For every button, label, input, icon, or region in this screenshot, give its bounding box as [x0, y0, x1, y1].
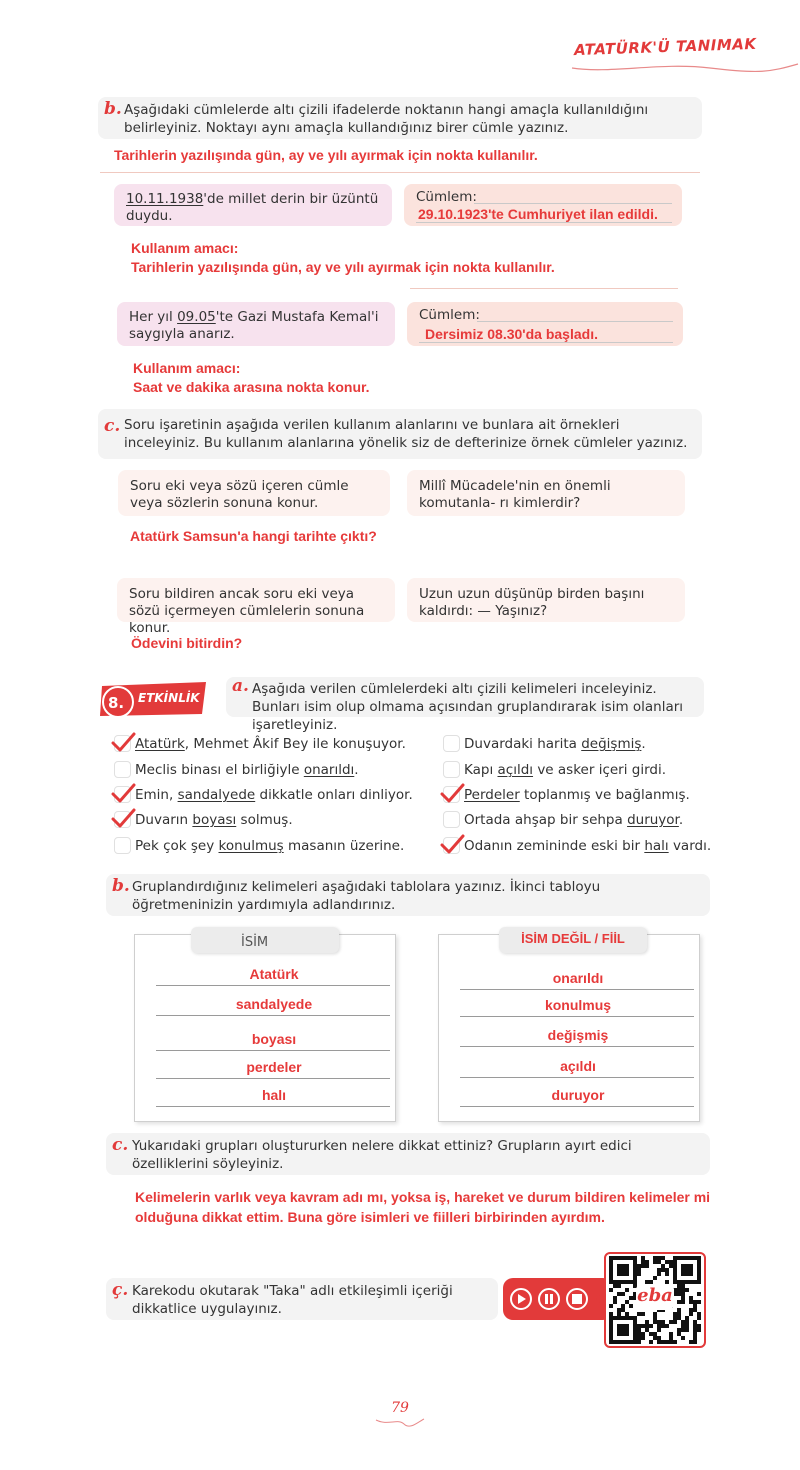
activity-a-instruction — [226, 676, 704, 733]
item-text: toplanmış ve bağlanmış. — [519, 787, 690, 803]
table-line — [156, 1050, 390, 1051]
example-2-box — [117, 302, 395, 346]
activity-c-letter: c. — [112, 1135, 129, 1155]
section-c-letter: c. — [104, 416, 121, 436]
table-word: onarıldı — [552, 970, 604, 986]
example-1-answer-box — [404, 184, 682, 226]
section-b-letter: b. — [104, 99, 122, 119]
usage-1-answer: Tarihlerin yazılışında gün, ay ve yılı ayırmak için nokta kullanılır. — [131, 259, 555, 275]
example-2-question: Uzun uzun düşünüp birden başını kaldırdı: — Yaşınız? — [419, 586, 645, 619]
example-1-question-box — [407, 470, 685, 516]
item-text: solmuş. — [236, 812, 293, 828]
checkmark-icon — [110, 807, 136, 829]
header-title: ATATÜRK'Ü TANIMAK — [573, 34, 757, 60]
item-underlined-word: Atatürk — [135, 736, 185, 752]
usage-label-2: Kullanım amacı: — [133, 360, 241, 376]
table-word: perdeler — [246, 1059, 302, 1075]
answer-line — [416, 222, 672, 223]
item-underlined-word: halı — [644, 838, 669, 854]
rule-1-text: Soru eki veya sözü içeren cümle veya sözlerin sonuna konur. — [130, 478, 349, 511]
checkmark-icon — [110, 782, 136, 804]
table-line — [156, 1078, 390, 1079]
activity-c-instruction — [106, 1133, 710, 1175]
activity-b-instruction — [106, 874, 710, 916]
right-list-item — [464, 734, 646, 754]
play-icon — [511, 1289, 531, 1309]
item-underlined-word: değişmiş — [581, 736, 642, 752]
activity-a-instruction-text: Aşağıda verilen cümlelerdeki altı çizili kelimeleri inceleyiniz. Bunları isim olup olmama açısından gruplandırarak isim olanları işaretleyiniz. — [252, 681, 684, 733]
table-line — [460, 1046, 694, 1047]
checkbox[interactable] — [443, 735, 460, 752]
checkmark-icon — [439, 782, 465, 804]
right-list-item — [464, 810, 683, 830]
usage-label-1: Kullanım amacı: — [131, 240, 239, 256]
cumlem-label: Cümlem: — [416, 189, 477, 205]
section-c-answer-1: Atatürk Samsun'a hangi tarihte çıktı? — [130, 528, 377, 544]
page-header — [560, 30, 800, 80]
section-c-answer-2: Ödevini bitirdin? — [131, 635, 243, 651]
example-1-question: Millî Mücadele'nin en önemli komutanla- rı kimlerdir? — [419, 478, 611, 511]
answer-line — [477, 321, 673, 322]
table-line — [156, 985, 390, 986]
table-word: Atatürk — [249, 966, 299, 982]
activity-badge — [98, 680, 210, 718]
rule-2-text: Soru bildiren ancak soru eki veya sözü içermeyen cümlelerin sonuna konur. — [129, 586, 365, 636]
left-list-item — [135, 785, 413, 805]
activity-label: ETKİNLİK — [138, 691, 200, 705]
checkmark-icon — [439, 833, 465, 855]
checkbox[interactable] — [114, 761, 131, 778]
item-text: . — [678, 812, 684, 828]
left-list-item — [135, 760, 359, 780]
left-list-item — [135, 734, 406, 754]
item-text: ve asker içeri girdi. — [533, 762, 667, 778]
table-isim-title: İSİM — [191, 927, 339, 953]
item-underlined-word: duruyor — [627, 812, 679, 828]
example-1-underlined: 10.11.1938 — [126, 191, 204, 207]
checkbox[interactable] — [443, 761, 460, 778]
right-list-item — [464, 760, 666, 780]
left-list-item — [135, 810, 293, 830]
item-text: Odanın zemininde eski bir — [464, 838, 645, 854]
answer-line — [474, 203, 672, 204]
item-text: masanın üzerine. — [283, 838, 405, 854]
rule-2-box — [117, 578, 395, 636]
section-b-instruction — [98, 97, 702, 139]
item-text: Duvarın — [135, 812, 193, 828]
example-2-answer-box — [407, 302, 683, 346]
qr-brand: eba — [636, 1284, 674, 1310]
table-fiil-title: İSİM DEĞİL / FİİL — [499, 927, 647, 953]
right-list-item — [464, 836, 711, 856]
item-underlined-word: açıldı — [497, 762, 534, 778]
section-c-instruction — [98, 409, 702, 459]
item-text: vardı. — [668, 838, 712, 854]
example-2-before: Her yıl — [129, 309, 178, 325]
example-1-box — [114, 184, 392, 226]
table-word: duruyor — [551, 1087, 605, 1103]
divider — [100, 172, 700, 173]
activity-number: 8. — [108, 694, 125, 712]
answer-line — [419, 342, 673, 343]
example-2-text: 'te Gazi Mustafa Kemal'i saygıyla anarız. — [129, 309, 379, 342]
item-underlined-word: onarıldı — [303, 762, 355, 778]
activity-c-answer: Kelimelerin varlık veya kavram adı mı, yoksa iş, hareket ve durum bildiren kelimeler mi olduğuna dikkat ettim. Buna göre isimleri ve fiilleri birbirinden ayırdım. — [135, 1189, 711, 1225]
table-word: açıldı — [560, 1058, 596, 1074]
item-text: Ortada ahşap bir sehpa — [464, 812, 628, 828]
pause-icon — [539, 1289, 559, 1309]
divider — [410, 288, 678, 289]
usage-2-answer: Saat ve dakika arasına nokta konur. — [133, 379, 370, 395]
stop-icon — [567, 1289, 587, 1309]
table-line — [460, 1077, 694, 1078]
item-text: Kapı — [464, 762, 498, 778]
activity-a-letter: a. — [232, 676, 249, 696]
page-number-area — [370, 1400, 430, 1434]
table-word: sandalyede — [235, 996, 313, 1012]
item-text: Duvardaki harita — [464, 736, 582, 752]
activity-cc-instruction — [106, 1278, 498, 1320]
table-word: boyası — [251, 1031, 297, 1047]
media-controls — [503, 1278, 607, 1320]
activity-cc-letter: ç. — [112, 1280, 129, 1300]
table-line — [156, 1106, 390, 1107]
example-2-underlined: 09.05 — [177, 309, 216, 325]
page-number: 79 — [391, 1400, 409, 1416]
section-b-answer-top: Tarihlerin yazılışında gün, ay ve yılı ayırmak için nokta kullanılır. — [114, 147, 538, 163]
header-swoosh — [570, 58, 800, 78]
page-number-swoosh — [374, 1416, 426, 1428]
table-line — [460, 1106, 694, 1107]
right-list-item — [464, 785, 690, 805]
qr-code-frame[interactable] — [604, 1252, 706, 1348]
rule-1-box — [118, 470, 390, 516]
item-text: Meclis binası el birliğiyle — [135, 762, 304, 778]
table-line — [156, 1015, 390, 1016]
table-word: konulmuş — [544, 997, 612, 1013]
activity-b-letter: b. — [112, 876, 130, 896]
item-text: dikkatle onları dinliyor. — [255, 787, 413, 803]
item-text: Pek çok şey — [135, 838, 219, 854]
table-line — [460, 1016, 694, 1017]
item-text: Emin, — [135, 787, 178, 803]
example-1-text: 'de millet derin bir üzüntü duydu. — [126, 191, 379, 224]
activity-c-instruction-text: Yukarıdaki grupları oluştururken nelere dikkat ettiniz? Grupların ayırt edici özelliklerini söyleyiniz. — [132, 1138, 632, 1172]
activity-b-instruction-text: Gruplandırdığınız kelimeleri aşağıdaki tablolara yazınız. İkinci tabloyu öğretmeninizin yardımıyla adlandırınız. — [132, 879, 601, 913]
item-underlined-word: sandalyede — [177, 787, 256, 803]
example-2-question-box — [407, 578, 685, 622]
checkmark-icon — [110, 731, 136, 753]
item-underlined-word: Perdeler — [464, 787, 520, 803]
checkbox[interactable] — [114, 837, 131, 854]
table-word: değişmiş — [547, 1027, 609, 1043]
example-1-answer: 29.10.1923'te Cumhuriyet ilan edildi. — [418, 206, 658, 222]
media-controls-icons — [509, 1287, 599, 1311]
checkbox[interactable] — [443, 811, 460, 828]
item-text: . — [641, 736, 646, 752]
section-b-instruction-text: Aşağıdaki cümlelerde altı çizili ifadelerde noktanın hangi amaçla kullanıldığını belirleyiniz. Noktayı aynı amaçla kullandığınız birer cümle yazınız. — [124, 102, 649, 136]
item-text: . — [354, 762, 359, 778]
activity-cc-instruction-text: Karekodu okutarak "Taka" adlı etkileşimli içeriği dikkatlice uygulayınız. — [132, 1283, 453, 1317]
item-underlined-word: boyası — [192, 812, 237, 828]
section-c-instruction-text: Soru işaretinin aşağıda verilen kullanım alanlarını ve bunlara ait örnekleri inceleyiniz. Bu kullanım alanlarına yönelik siz de defterinize örnek cümleler yazınız. — [124, 417, 688, 451]
qr-pointer-icon — [596, 1290, 606, 1308]
cumlem-label: Cümlem: — [419, 307, 480, 323]
example-2-answer: Dersimiz 08.30'da başladı. — [425, 326, 598, 342]
table-word: halı — [261, 1087, 287, 1103]
table-line — [460, 989, 694, 990]
item-underlined-word: konulmuş — [218, 838, 284, 854]
left-list-item — [135, 836, 404, 856]
item-text: , Mehmet Âkif Bey ile konuşuyor. — [184, 736, 406, 752]
